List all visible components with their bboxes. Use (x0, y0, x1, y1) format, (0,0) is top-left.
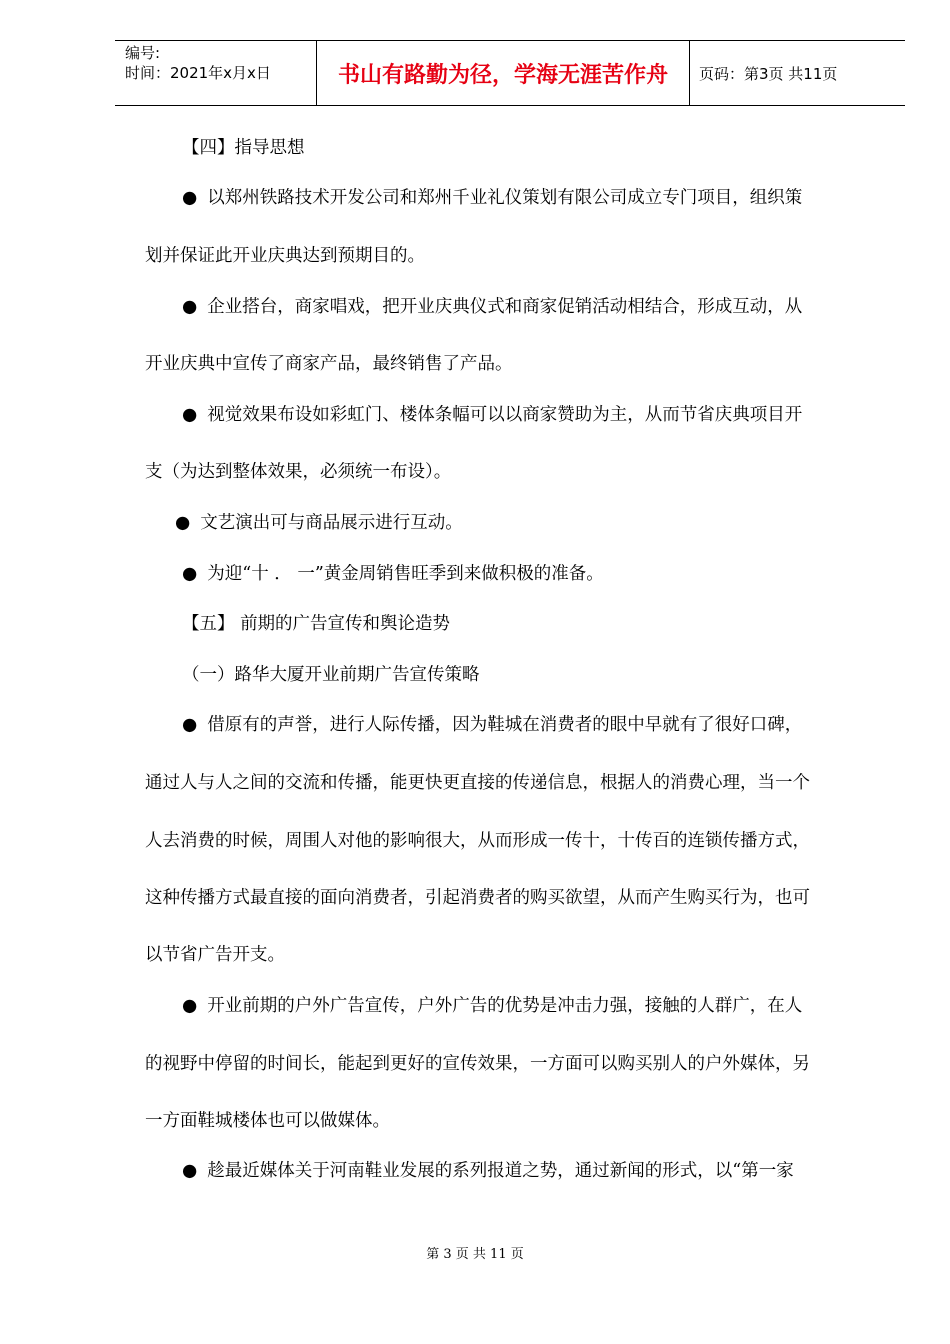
header-page-info: 页码：第3页 共11页 (699, 65, 838, 83)
paragraph-text: 文艺演出可与商品展示进行互动。 (200, 513, 463, 533)
bullet-icon: ● (182, 405, 198, 425)
page-header (115, 40, 905, 106)
bullet-paragraph-line (182, 403, 802, 427)
page-footer: 第 3 页 共 11 页 (426, 1247, 524, 1262)
bullet-paragraph-line (182, 994, 802, 1018)
paragraph-line: 一方面鞋城楼体也可以做媒体。 (145, 1111, 390, 1131)
bullet-icon: ● (182, 297, 198, 317)
paragraph-line: 这种传播方式最直接的面向消费者，引起消费者的购买欲望，从而产生购买行为，也可 (145, 888, 810, 908)
bullet-paragraph-line (182, 186, 802, 210)
paragraph-line: 以节省广告开支。 (145, 945, 285, 965)
bullet-paragraph-line (175, 511, 463, 535)
paragraph-line: 通过人与人之间的交流和传播，能更快更直接的传递信息，根据人的消费心理，当一个 (145, 773, 810, 793)
paragraph-line: 划并保证此开业庆典达到预期目的。 (145, 246, 425, 266)
bullet-icon: ● (182, 564, 198, 584)
section-heading: 【五】 前期的广告宣传和舆论造势 (182, 614, 451, 634)
header-motto: 书山有路勤为径，学海无涯苦作舟 (337, 63, 668, 88)
header-divider (689, 41, 690, 106)
bullet-icon: ● (175, 513, 191, 533)
section-heading: 【四】指导思想 (182, 138, 305, 158)
paragraph-text: 视觉效果布设如彩虹门、楼体条幅可以以商家赞助为主，从而节省庆典项目开 (207, 405, 803, 425)
paragraph-line: 的视野中停留的时间长，能起到更好的宣传效果，一方面可以购买别人的户外媒体，另 (145, 1054, 810, 1074)
header-meta (125, 43, 315, 83)
bullet-paragraph-line (182, 1159, 794, 1183)
document-time-label: 时间：2021年x月x日 (125, 64, 271, 82)
bullet-paragraph-line (182, 295, 802, 319)
bullet-paragraph-line (182, 713, 802, 737)
paragraph-text: 开业前期的户外广告宣传，户外广告的优势是冲击力强，接触的人群广，在人 (207, 996, 803, 1016)
paragraph-line: 开业庆典中宣传了商家产品，最终销售了产品。 (145, 354, 513, 374)
paragraph-text: 趁最近媒体关于河南鞋业发展的系列报道之势，通过新闻的形式，以“第一家 (207, 1161, 794, 1181)
bullet-paragraph-line (182, 562, 604, 586)
paragraph-line: 人去消费的时候，周围人对他的影响很大，从而形成一传十，十传百的连锁传播方式， (145, 831, 810, 851)
paragraph-text: 为迎“十 ． 一”黄金周销售旺季到来做积极的准备。 (207, 564, 604, 584)
paragraph-text: 借原有的声誉，进行人际传播，因为鞋城在消费者的眼中早就有了很好口碑， (207, 715, 803, 735)
subsection-heading: （一）路华大厦开业前期广告宣传策略 (182, 665, 480, 685)
document-number-label: 编号: (125, 44, 161, 62)
bullet-icon: ● (182, 1161, 198, 1181)
bullet-icon: ● (182, 996, 198, 1016)
paragraph-line: 支（为达到整体效果，必须统一布设）。 (145, 462, 452, 482)
paragraph-text: 企业搭台，商家唱戏，把开业庆典仪式和商家促销活动相结合，形成互动，从 (207, 297, 803, 317)
paragraph-text: 以郑州铁路技术开发公司和郑州千业礼仪策划有限公司成立专门项目，组织策 (207, 188, 803, 208)
bullet-icon: ● (182, 188, 198, 208)
bullet-icon: ● (182, 715, 198, 735)
